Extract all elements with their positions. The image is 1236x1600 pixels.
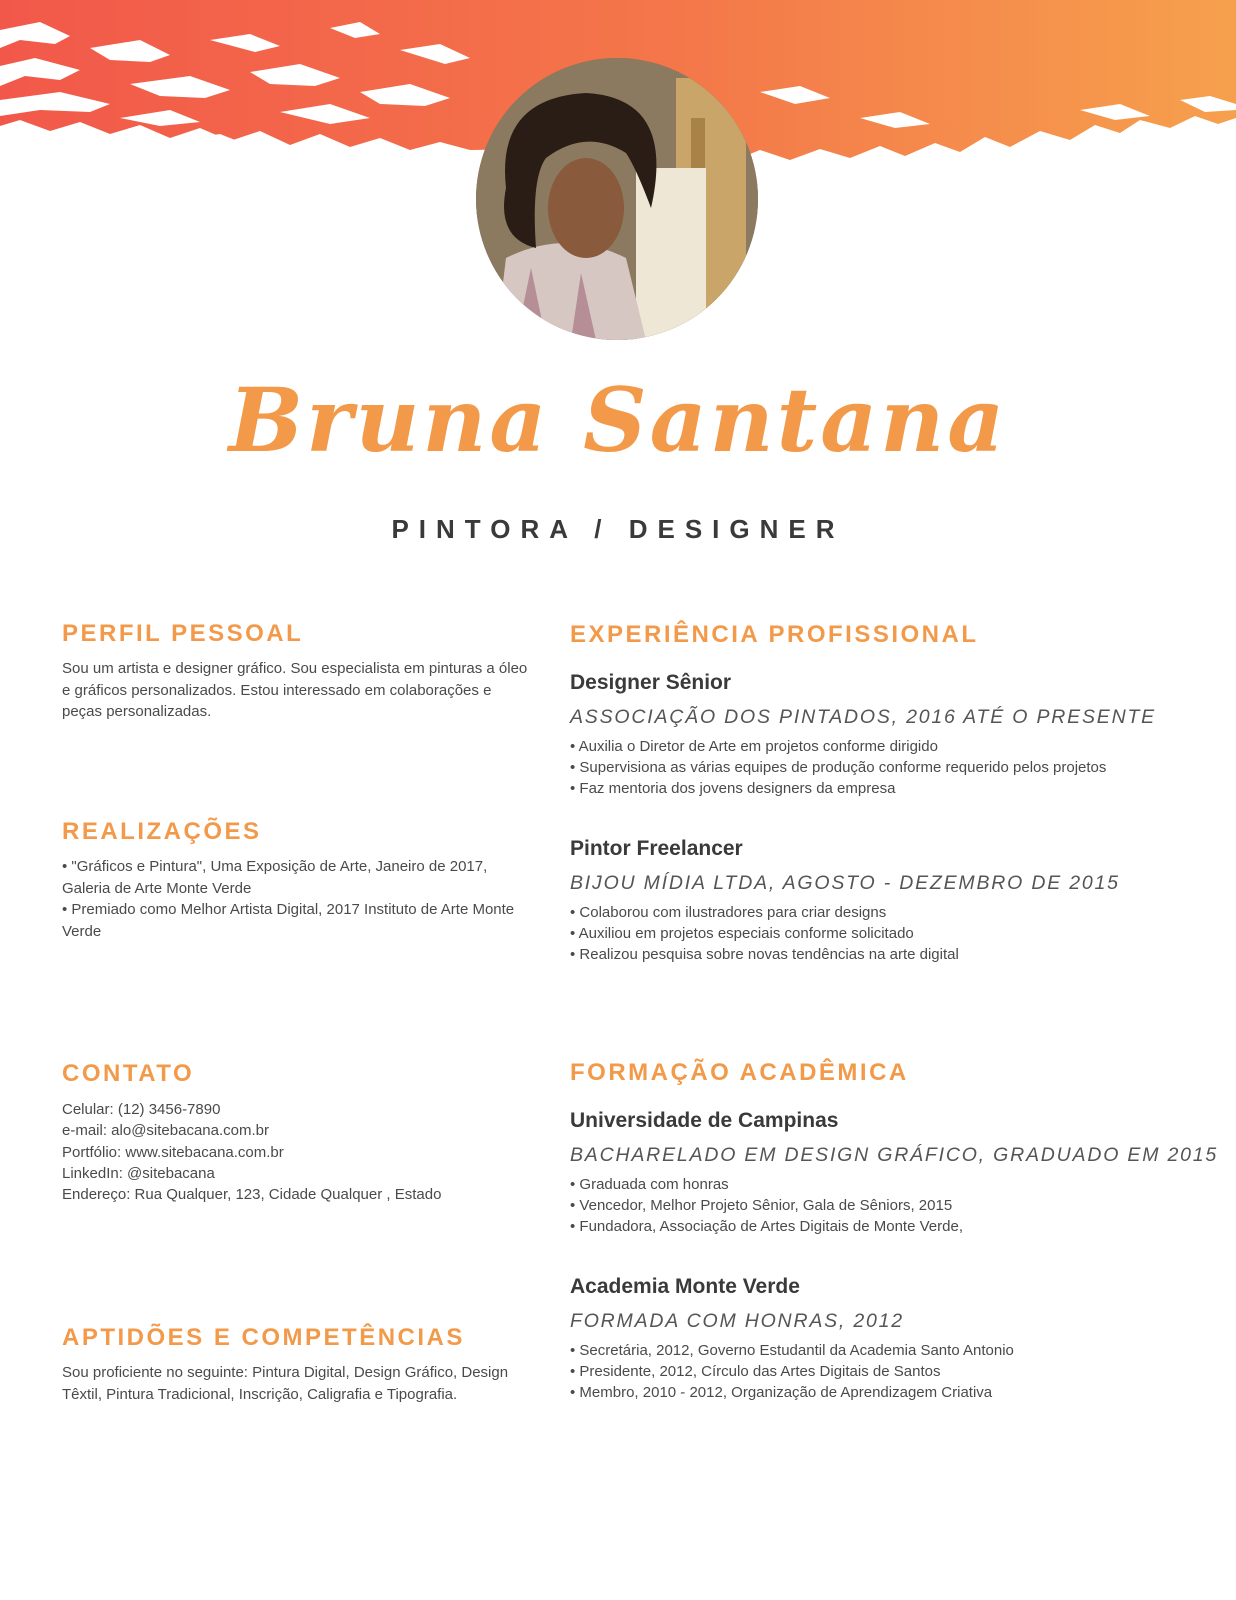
person-name: Bruna Santana bbox=[228, 368, 1008, 472]
school-bullet: • Vencedor, Melhor Projeto Sênior, Gala de Sêniors, 2015 bbox=[570, 1197, 953, 1214]
school-entry bbox=[570, 1275, 1210, 1403]
achievements-section bbox=[62, 818, 532, 942]
contact-linkedin: LinkedIn: @sitebacana bbox=[62, 1164, 215, 1182]
profile-photo bbox=[476, 58, 758, 340]
contact-email: e-mail: alo@sitebacana.com.br bbox=[62, 1122, 269, 1140]
school-name: Universidade de Campinas bbox=[570, 1109, 839, 1132]
school-bullet: • Fundadora, Associação de Artes Digitais de Monte Verde, bbox=[570, 1218, 963, 1235]
job-title: Designer Sênior bbox=[570, 671, 732, 694]
section-title-contact: CONTATO bbox=[62, 1060, 195, 1087]
job-bullet: • Realizou pesquisa sobre novas tendências na arte digital bbox=[570, 946, 959, 963]
school-entry bbox=[570, 1109, 1219, 1237]
section-title-skills: APTIDÕES E COMPETÊNCIAS bbox=[62, 1324, 465, 1351]
contact-address: Endereço: Rua Qualquer, 123, Cidade Qualquer , Estado bbox=[62, 1186, 442, 1204]
section-title-experience: EXPERIÊNCIA PROFISSIONAL bbox=[570, 621, 979, 648]
section-title-achievements: REALIZAÇÕES bbox=[62, 818, 262, 845]
profile-section bbox=[62, 620, 532, 723]
achievement-item: • Premiado como Melhor Artista Digital, 2017 Instituto de Arte Monte Verde bbox=[62, 901, 515, 940]
job-bullet: • Auxiliou em projetos especiais conforme solicitado bbox=[570, 925, 914, 942]
experience-section bbox=[570, 621, 1210, 965]
contact-phone: Celular: (12) 3456-7890 bbox=[62, 1101, 221, 1118]
job-bullet: • Faz mentoria dos jovens designers da empresa bbox=[570, 780, 896, 797]
contact-portfolio: Portfólio: www.sitebacana.com.br bbox=[62, 1143, 284, 1161]
achievement-item: • "Gráficos e Pintura", Uma Exposição de Arte, Janeiro de 2017, Galeria de Arte Monte Verde bbox=[62, 858, 488, 897]
section-title-education: FORMAÇÃO ACADÊMICA bbox=[570, 1059, 909, 1086]
section-title-profile: PERFIL PESSOAL bbox=[62, 620, 304, 647]
job-bullet: • Colaborou com ilustradores para criar designs bbox=[570, 904, 887, 921]
school-name: Academia Monte Verde bbox=[570, 1275, 800, 1298]
job-bullet: • Supervisiona as várias equipes de produção conforme requerido pelos projetos bbox=[570, 759, 1107, 776]
contact-section bbox=[62, 1060, 532, 1205]
education-section bbox=[570, 1059, 1219, 1403]
school-degree: FORMADA COM HONRAS, 2012 bbox=[570, 1310, 904, 1332]
skills-text: Sou proficiente no seguinte: Pintura Digital, Design Gráfico, Design Têxtil, Pintura Tradicional, Inscrição, Caligrafia e Tipografia. bbox=[62, 1364, 509, 1403]
school-bullet: • Presidente, 2012, Círculo das Artes Digitais de Santos bbox=[570, 1363, 941, 1380]
job-title: Pintor Freelancer bbox=[570, 837, 743, 860]
job-role: PINTORA / DESIGNER bbox=[391, 514, 845, 544]
school-bullet: • Secretária, 2012, Governo Estudantil da Academia Santo Antonio bbox=[570, 1342, 1014, 1359]
job-subtitle: ASSOCIAÇÃO DOS PINTADOS, 2016 ATÉ O PRESENTE bbox=[570, 706, 1156, 728]
profile-text: Sou um artista e designer gráfico. Sou especialista em pinturas a óleo e gráficos personalizados. Estou interessado em colaborações e peças personalizadas. bbox=[62, 660, 528, 720]
school-bullet: • Membro, 2010 - 2012, Organização de Aprendizagem Criativa bbox=[570, 1384, 993, 1401]
job-subtitle: BIJOU MÍDIA LTDA, AGOSTO - DEZEMBRO DE 2015 bbox=[570, 872, 1120, 894]
job-bullet: • Auxilia o Diretor de Arte em projetos conforme dirigido bbox=[570, 738, 938, 755]
job-entry bbox=[570, 837, 1210, 965]
school-bullet: • Graduada com honras bbox=[570, 1176, 729, 1193]
school-degree: BACHARELADO EM DESIGN GRÁFICO, GRADUADO EM 2015 bbox=[570, 1144, 1219, 1166]
skills-section bbox=[62, 1324, 532, 1405]
job-entry bbox=[570, 671, 1210, 799]
